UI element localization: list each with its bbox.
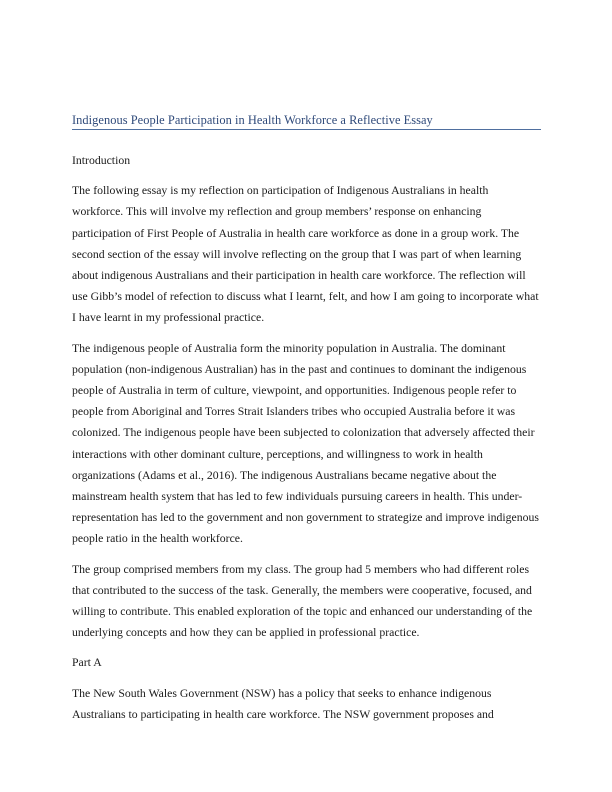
document-body [72, 150, 542, 734]
intro-paragraph-2: The indigenous people of Australia form the minority population in Australia. The dominant population (non-indigenous Australian) has in the past and continues to dominant the indigenous people of Australia in term of culture, viewpoint, and opportunities. Indigenous people refer to people from Aboriginal and Torres Strait Islanders tribes who occupied Australia before it was colonized. The indigenous people have been subjected to colonization that adversely affected their interactions with other dominant culture, perceptions, and willingness to work in health organizations (Adams et al., 2016). The indigenous Australians became negative about the mainstream health system that has led to few individuals pursuing careers in health. This under-representation has led to the government and non government to strategize and improve indigenous people ratio in the health workforce. [72, 341, 539, 546]
introduction-heading: Introduction [72, 154, 131, 167]
title-block [72, 112, 541, 130]
part-a-heading: Part A [72, 656, 102, 670]
intro-paragraph-1: The following essay is my reflection on participation of Indigenous Australians in health workforce. This will involve my reflection and group members’ response on enhancing participation of First People of Australia in health care workforce as done in a group work. The second section of the essay will involve reflecting on the group that I was part of when learning about indigenous Australians and their participation in health care workforce. The reflection will use Gibb’s model of refection to discuss what I learnt, felt, and how I am going to incorporate what I have learnt in my professional practice. [72, 184, 539, 325]
part-a-paragraph: The New South Wales Government (NSW) has a policy that seeks to enhance indigenous Australians to participating in health care workforce. The NSW government proposes and [72, 686, 494, 721]
intro-paragraph-3: The group comprised members from my class. The group had 5 members who had different roles that contributed to the success of the task. Generally, the members were cooperative, focused, and willing to contribute. This enabled exploration of the topic and enhanced our understanding of the underlying concepts and how they can be applied in professional practice. [72, 562, 533, 640]
document-title: Indigenous People Participation in Health Workforce a Reflective Essay [72, 113, 433, 127]
title-underline [72, 129, 541, 130]
